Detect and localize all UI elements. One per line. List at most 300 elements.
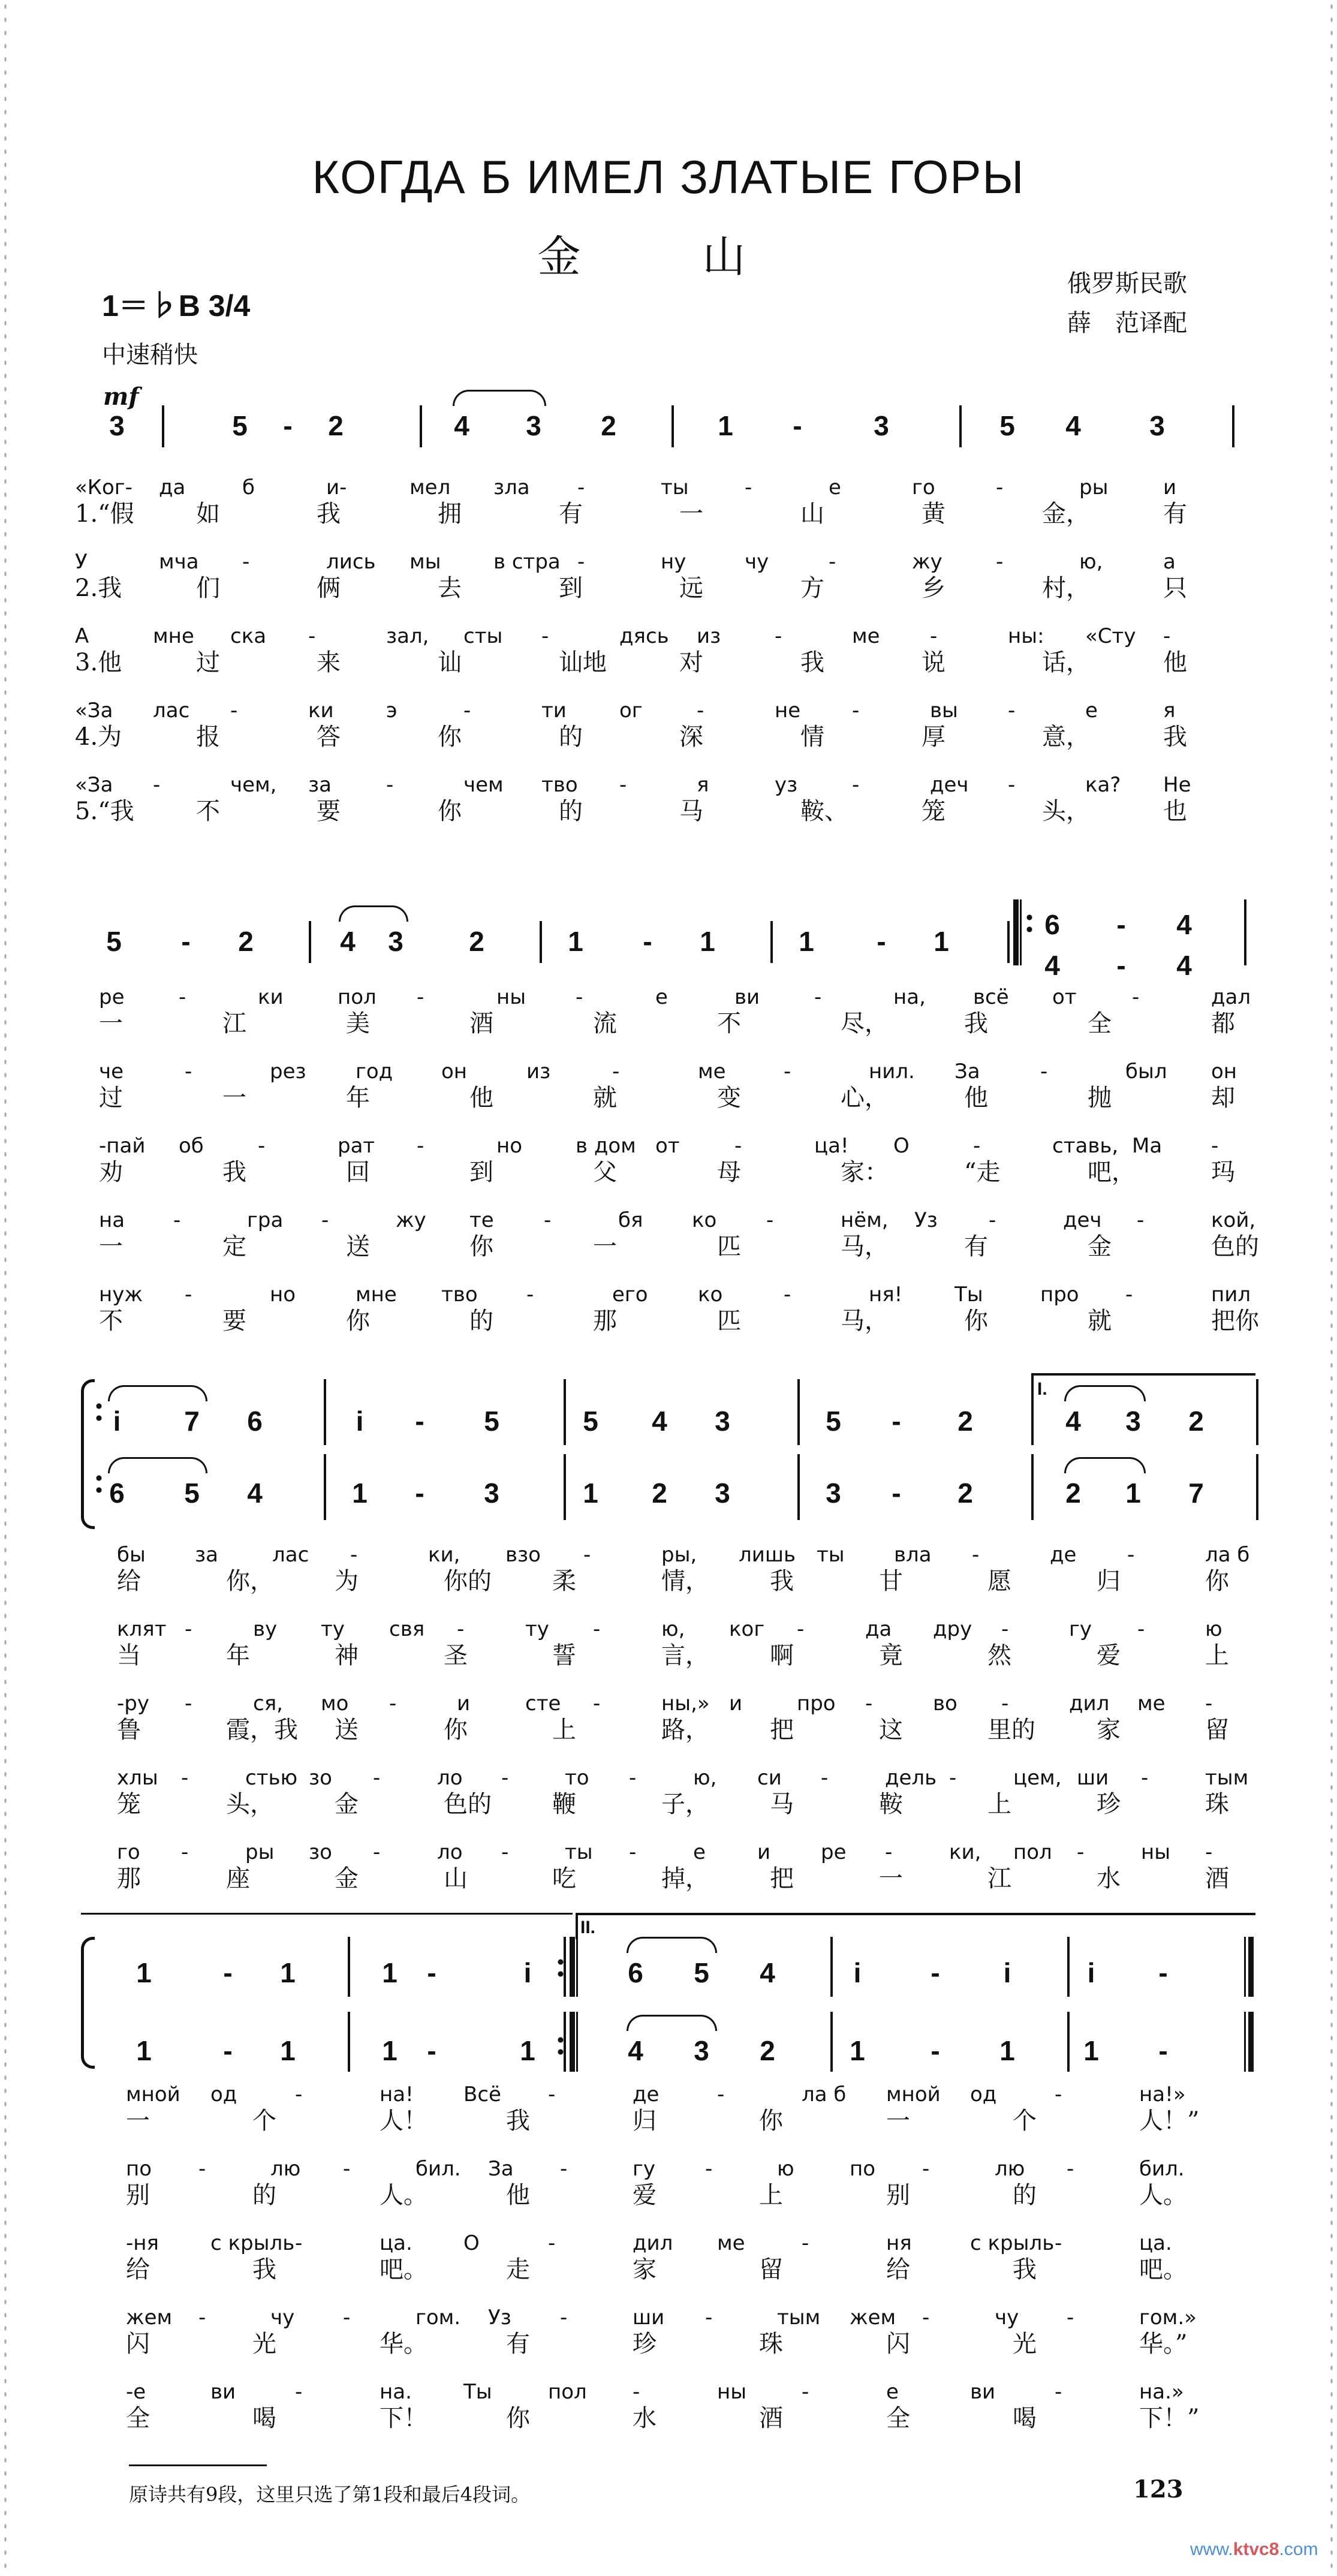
lyric-syllable: 把 (770, 1865, 794, 1892)
note: - (415, 1406, 424, 1437)
volta-top-rule (81, 1913, 573, 1915)
lyric-syllable: 光 (252, 2330, 276, 2358)
barline (324, 1454, 326, 1520)
lyric-syllable: 色的 (1211, 1233, 1259, 1260)
lyric-syllable: - (814, 985, 822, 1009)
lyric-syllable: За (954, 1060, 980, 1084)
lyric-syllable: 1.“假 (75, 500, 134, 528)
note: 4 (1044, 950, 1060, 981)
lyric-syllable: Ты (954, 1283, 983, 1307)
lyric-syllable: 一 (99, 1010, 123, 1037)
lyric-syllable: Ты (463, 2380, 492, 2404)
notes-line-3-lower (0, 1475, 1337, 1517)
lyric-syllable: 吃 (552, 1865, 576, 1892)
credit-translator: 薛 范译配 (1067, 309, 1187, 337)
lyric-syllable: 的 (1013, 2181, 1037, 2209)
lyric-syllable: 啊 (770, 1642, 794, 1669)
lyric-line-cn1 (0, 2107, 1337, 2137)
lyric-syllable: ши (1077, 1766, 1109, 1790)
lyric-syllable: деч (930, 773, 969, 797)
lyric-syllable: 把你 (1211, 1307, 1259, 1335)
lyric-syllable: 就 (1088, 1307, 1112, 1335)
lyric-syllable: те (469, 1208, 494, 1232)
lyric-syllable: на. (380, 2380, 412, 2404)
lyric-syllable: 要 (317, 798, 341, 825)
lyric-syllable: 送 (346, 1233, 370, 1260)
lyric-syllable: Уз (914, 1208, 938, 1232)
lyric-syllable: 把 (770, 1716, 794, 1744)
lyric-syllable: 说 (922, 649, 945, 676)
lyric-line-ru3 (0, 622, 1337, 652)
lyric-syllable: бы (117, 1543, 146, 1567)
lyric-syllable: - (463, 699, 471, 723)
lyric-line-cn2 (0, 2181, 1337, 2211)
lyric-syllable: 你 (438, 723, 462, 751)
lyric-syllable: 柔 (552, 1567, 576, 1595)
lyric-syllable: мной (886, 2083, 941, 2106)
lyric-syllable: и (729, 1692, 743, 1716)
lyric-syllable: 年 (226, 1642, 250, 1669)
lyric-syllable: гу (633, 2157, 655, 2181)
lyric-line-cn4 (0, 2330, 1337, 2360)
lyric-syllable: - (766, 1208, 774, 1232)
lyric-syllable: 我 (222, 1158, 246, 1186)
lyric-syllable: 爱 (1097, 1642, 1121, 1669)
note: 4 (652, 1406, 667, 1437)
lyric-syllable: 水 (1097, 1865, 1121, 1892)
note: 6 (109, 1477, 125, 1509)
lyric-syllable: 鞍 (879, 1790, 903, 1818)
lyric-syllable: ки, (428, 1543, 460, 1567)
lyric-syllable: 喝 (1013, 2405, 1037, 2432)
note: i (356, 1406, 364, 1437)
lyric-line-ru1 (0, 2081, 1337, 2111)
lyric-syllable: 人。 (1139, 2181, 1187, 2209)
note: 3 (388, 926, 403, 957)
note: 2 (238, 926, 254, 957)
lyric-syllable: од (970, 2083, 997, 2106)
lyric-syllable: ца! (814, 1134, 849, 1158)
lyric-line-ru2 (0, 2155, 1337, 2185)
repeat-dots (558, 1956, 564, 1980)
lyric-syllable: ю, (661, 1617, 685, 1641)
volta-1-bracket (1031, 1373, 1255, 1400)
lyric-syllable: - (295, 2083, 303, 2106)
final-barline (1244, 1937, 1254, 1997)
lyric-syllable: б (242, 476, 255, 499)
lyric-syllable: вы (930, 699, 958, 723)
lyric-syllable: нём, (841, 1208, 889, 1232)
lyric-syllable: У (75, 550, 88, 574)
tie-slur (339, 905, 408, 922)
lyric-line-ru2 (0, 1058, 1337, 1088)
lyric-syllable: 有 (1163, 500, 1187, 528)
lyric-syllable: мне (356, 1283, 397, 1307)
song-title-chinese: 金 山 (537, 231, 800, 282)
lyric-syllable: 就 (593, 1084, 617, 1112)
note: 1 (700, 926, 715, 957)
lyric-syllable: 却 (1211, 1084, 1235, 1112)
lyric-syllable: 一 (126, 2107, 150, 2135)
lyric-syllable: ры, (661, 1543, 697, 1567)
lyric-syllable: на (99, 1208, 125, 1232)
repeat-dots (558, 2034, 564, 2058)
lyric-syllable: - (852, 699, 860, 723)
lyric-syllable: 讪地 (559, 649, 607, 676)
lyric-syllable: 也 (1163, 798, 1187, 825)
lyric-syllable: - (386, 773, 394, 797)
lyric-syllable: пол (1013, 1840, 1052, 1864)
lyric-syllable: нил. (869, 1060, 915, 1084)
note: 1 (280, 1957, 296, 1988)
note: - (931, 2035, 940, 2066)
lyric-syllable: 子， (661, 1790, 709, 1818)
lyric-syllable: ре (99, 985, 125, 1009)
lyric-syllable: 竟 (879, 1642, 903, 1669)
lyric-syllable: 这 (879, 1716, 903, 1744)
lyric-syllable: 对 (679, 649, 703, 676)
barline (1244, 899, 1246, 965)
lyric-syllable: «Сту (1085, 624, 1136, 648)
note: i (523, 1957, 532, 1988)
lyric-syllable: - (1137, 1617, 1145, 1641)
lyric-syllable: 情 (800, 723, 824, 751)
lyric-syllable: про (1040, 1283, 1079, 1307)
lyric-syllable: - (802, 2231, 809, 2255)
lyric-syllable: 匹 (717, 1307, 741, 1335)
lyric-syllable: ло (437, 1766, 463, 1790)
note: 5 (999, 410, 1015, 441)
lyric-syllable: си (757, 1766, 782, 1790)
lyric-syllable: 来 (317, 649, 341, 676)
lyric-syllable: 全 (886, 2405, 910, 2432)
lyric-line-cn3 (0, 1716, 1337, 1746)
lyric-syllable: 如 (196, 500, 220, 528)
barline (797, 1454, 800, 1520)
note: 1 (1125, 1477, 1141, 1509)
lyric-syllable: - (373, 1766, 381, 1790)
lyric-syllable: - (373, 1840, 381, 1864)
lyric-syllable: и (457, 1692, 471, 1716)
lyric-syllable: 马， (841, 1307, 889, 1335)
volta-1-label: I. (1037, 1379, 1047, 1399)
lyric-syllable: ког (729, 1617, 765, 1641)
lyric-syllable: - (343, 2157, 351, 2181)
note: 4 (1065, 410, 1081, 441)
lyric-syllable: 下！ (380, 2405, 427, 2432)
lyric-line-ru1 (0, 1541, 1337, 1571)
lyric-syllable: - (576, 985, 583, 1009)
lyric-syllable: об (179, 1134, 204, 1158)
lyric-syllable: из (697, 624, 721, 648)
note: 7 (184, 1406, 200, 1437)
lyric-syllable: - (544, 1208, 552, 1232)
lyric-syllable: 你 (438, 798, 462, 825)
lyric-syllable: 抛 (1088, 1084, 1112, 1112)
lyric-syllable: - (457, 1617, 465, 1641)
lyric-syllable: - (1001, 1692, 1009, 1716)
lyric-syllable: ю, (693, 1766, 717, 1790)
lyric-line-cn5 (0, 798, 1337, 827)
lyric-syllable: 珍 (1097, 1790, 1121, 1818)
lyric-syllable: - (885, 1840, 893, 1864)
lyric-syllable: ту (525, 1617, 549, 1641)
lyric-syllable: 华。” (1139, 2330, 1188, 2358)
lyric-syllable: - (577, 476, 585, 499)
lyric-syllable: - (784, 1060, 791, 1084)
volta-2-label: II. (580, 1918, 596, 1937)
lyric-syllable: гом.» (1139, 2306, 1197, 2330)
lyric-syllable: - (1127, 1543, 1135, 1567)
lyric-syllable: 家 (1097, 1716, 1121, 1744)
repeat-dots (96, 1472, 102, 1496)
lyric-syllable: од (210, 2083, 237, 2106)
lyric-syllable: гра (247, 1208, 284, 1232)
lyric-syllable: 爱 (633, 2181, 657, 2209)
note: 1 (352, 1477, 368, 1509)
lyric-syllable: то (565, 1766, 589, 1790)
lyric-syllable: ви (734, 985, 760, 1009)
note: - (793, 410, 802, 441)
notes-line-3-upper (0, 1403, 1337, 1445)
lyric-syllable: чу (270, 2306, 295, 2330)
lyric-syllable: 鞭 (552, 1790, 576, 1818)
lyric-syllable: 愿 (987, 1567, 1011, 1595)
lyric-syllable: 你 (964, 1307, 988, 1335)
lyric-syllable: 我 (317, 500, 341, 528)
lyric-syllable: - (593, 1692, 601, 1716)
watermark-suffix: .com (1279, 2539, 1318, 2559)
lyric-syllable: - (1008, 773, 1016, 797)
note: - (1116, 909, 1126, 940)
repeat-barline (570, 2012, 578, 2072)
lyric-syllable: - (1008, 699, 1016, 723)
watermark (1190, 2539, 1318, 2560)
barline (324, 1379, 326, 1445)
lyric-syllable: 金， (1042, 500, 1090, 528)
lyric-syllable: 人！ (380, 2107, 427, 2135)
note: 1 (850, 2035, 865, 2066)
lyric-syllable: лю (270, 2157, 301, 2181)
lyric-syllable: 你 (444, 1716, 468, 1744)
barline (564, 1937, 566, 1997)
lyric-syllable: 过 (99, 1084, 123, 1112)
lyric-syllable: чем, (230, 773, 277, 797)
lyric-syllable: - (541, 624, 549, 648)
lyric-syllable: 话， (1042, 649, 1090, 676)
lyric-syllable: 流 (593, 1010, 617, 1037)
lyric-syllable: 誓 (552, 1642, 576, 1669)
lyric-syllable: 吧。 (380, 2256, 427, 2283)
lyric-syllable: 马， (841, 1233, 889, 1260)
tie-slur (453, 390, 546, 406)
lyric-syllable: хлы (117, 1766, 158, 1790)
lyric-syllable: 玛 (1211, 1158, 1235, 1186)
lyric-syllable: 金 (335, 1865, 359, 1892)
lyric-syllable: 不 (717, 1010, 741, 1037)
lyric-syllable: 言， (661, 1642, 709, 1669)
lyric-syllable: 乡 (922, 574, 945, 602)
lyric-syllable: деч (1063, 1208, 1102, 1232)
barline (1256, 1379, 1258, 1445)
lyric-syllable: 座 (226, 1865, 250, 1892)
barline (1067, 1937, 1070, 1997)
lyric-syllable: - (321, 1208, 329, 1232)
barline (420, 405, 422, 447)
lyric-syllable: мне (153, 624, 194, 648)
note: 5 (694, 1957, 709, 1988)
lyric-syllable: 意， (1042, 723, 1090, 751)
lyric-syllable: - (734, 1134, 742, 1158)
lyric-syllable: 不 (196, 798, 220, 825)
lyric-syllable: «За (75, 699, 113, 723)
lyric-syllable: взо (505, 1543, 541, 1567)
lyric-syllable: от (655, 1134, 680, 1158)
lyric-syllable: 去 (438, 574, 462, 602)
note: - (892, 1477, 901, 1509)
notes-line-4-upper (0, 1955, 1337, 1997)
lyric-syllable: - (705, 2306, 713, 2330)
lyric-syllable: 给 (126, 2256, 150, 2283)
lyric-syllable: 的 (559, 723, 583, 751)
lyric-syllable: тым (1205, 1766, 1249, 1790)
lyric-syllable: 你 (506, 2405, 530, 2432)
lyric-syllable: 的 (469, 1307, 493, 1335)
lyric-syllable: 珠 (1205, 1790, 1229, 1818)
lyric-syllable: 酒 (469, 1010, 493, 1037)
lyric-syllable: ры (245, 1840, 275, 1864)
barline (348, 2012, 350, 2072)
note: 2 (957, 1477, 973, 1509)
lyric-line-ru4 (0, 2304, 1337, 2334)
credits (1067, 264, 1187, 343)
lyric-syllable: - (1055, 2380, 1062, 2404)
lyric-syllable: мы (409, 550, 441, 574)
lyric-line-cn4 (0, 723, 1337, 753)
lyric-syllable: е (1085, 699, 1098, 723)
lyric-syllable: 上 (1205, 1642, 1229, 1669)
barline (1256, 1454, 1258, 1520)
lyric-syllable: - (295, 2380, 303, 2404)
lyric-syllable: ры (1079, 476, 1109, 499)
lyric-syllable: -е (126, 2380, 146, 2404)
note: 1 (520, 2035, 535, 2066)
lyric-syllable: - (560, 2306, 568, 2330)
lyric-syllable: 马 (770, 1790, 794, 1818)
note: 4 (340, 926, 356, 957)
lyric-syllable: - (185, 1692, 192, 1716)
lyric-syllable: - (1163, 624, 1171, 648)
repeat-barline (570, 1937, 578, 1997)
lyric-syllable: с крыль (970, 2231, 1055, 2255)
note: 6 (1044, 909, 1060, 940)
lyric-syllable: 他 (469, 1084, 493, 1112)
lyric-syllable: ви (210, 2380, 236, 2404)
lyric-syllable: 你 (1205, 1567, 1229, 1595)
lyric-syllable: 笼 (117, 1790, 141, 1818)
lyric-syllable: - (185, 1283, 192, 1307)
note: - (427, 1957, 436, 1988)
note: 6 (628, 1957, 643, 1988)
lyric-line-ru5 (0, 1838, 1337, 1868)
notes-line-4-lower (0, 2033, 1337, 2075)
lyric-syllable: - (548, 2231, 556, 2255)
watermark-domain: ktvc8 (1233, 2539, 1279, 2559)
lyric-line-cn2 (0, 574, 1337, 604)
lyric-syllable: де (633, 2083, 660, 2106)
lyric-syllable: но (270, 1283, 296, 1307)
lyric-syllable: сте (525, 1692, 561, 1716)
volta-2-bracket (576, 1913, 1255, 1939)
lyric-syllable: -ру (117, 1692, 149, 1716)
lyric-syllable: - (593, 1617, 601, 1641)
lyric-syllable: 我 (800, 649, 824, 676)
final-barline (1244, 2012, 1254, 2072)
lyric-syllable: жем (126, 2306, 173, 2330)
note: 3 (874, 410, 889, 441)
lyric-line-cn5 (0, 1865, 1337, 1895)
note: 3 (1125, 1406, 1141, 1437)
lyric-syllable: ог (619, 699, 643, 723)
note: 1 (280, 2035, 296, 2066)
lyric-syllable: 人。 (380, 2181, 427, 2209)
footnote-rule (129, 2464, 267, 2466)
lyric-syllable: 情， (661, 1567, 709, 1595)
lyric-syllable: 我 (770, 1567, 794, 1595)
lyric-syllable: ну (661, 550, 686, 574)
lyric-syllable: е (886, 2380, 899, 2404)
lyric-syllable: ши (633, 2306, 665, 2330)
lyric-syllable: лю (995, 2157, 1025, 2181)
lyric-syllable: 那 (593, 1307, 617, 1335)
lyric-syllable: был (1125, 1060, 1167, 1084)
note: 3 (694, 2035, 709, 2066)
lyric-syllable: - (185, 1060, 192, 1084)
dynamic-marking: mf (103, 383, 139, 411)
barline (348, 1937, 350, 1997)
lyric-syllable: - (745, 476, 752, 499)
lyric-syllable: - (697, 699, 704, 723)
lyric-syllable: ло (437, 1840, 463, 1864)
lyric-syllable: 变 (717, 1084, 741, 1112)
notes-line-2-upper (0, 907, 1337, 949)
lyric-syllable: 金 (1088, 1233, 1112, 1260)
lyric-syllable: ца. (1139, 2231, 1172, 2255)
lyric-syllable: 掉， (661, 1865, 709, 1892)
note: 4 (628, 2035, 643, 2066)
lyric-syllable: зо (309, 1766, 332, 1790)
note: 2 (957, 1406, 973, 1437)
note: 6 (247, 1406, 263, 1437)
lyric-line-cn1 (0, 500, 1337, 530)
lyric-syllable: 母 (717, 1158, 741, 1186)
lyric-syllable: 深 (679, 723, 703, 751)
lyric-syllable: 一 (593, 1233, 617, 1260)
lyric-line-cn5 (0, 2405, 1337, 2434)
lyric-syllable: - (1067, 2306, 1074, 2330)
lyric-syllable: дал (1211, 985, 1251, 1009)
note: - (223, 2035, 233, 2066)
lyric-syllable: 走 (506, 2256, 530, 2283)
lyric-syllable: 山 (444, 1865, 468, 1892)
lyric-syllable: 有 (964, 1233, 988, 1260)
lyric-syllable: жу (396, 1208, 426, 1232)
lyric-syllable: 不 (99, 1307, 123, 1335)
lyric-line-cn3 (0, 2256, 1337, 2286)
note: 4 (1065, 1406, 1081, 1437)
note: i (113, 1406, 121, 1437)
lyric-syllable: - (173, 1208, 181, 1232)
